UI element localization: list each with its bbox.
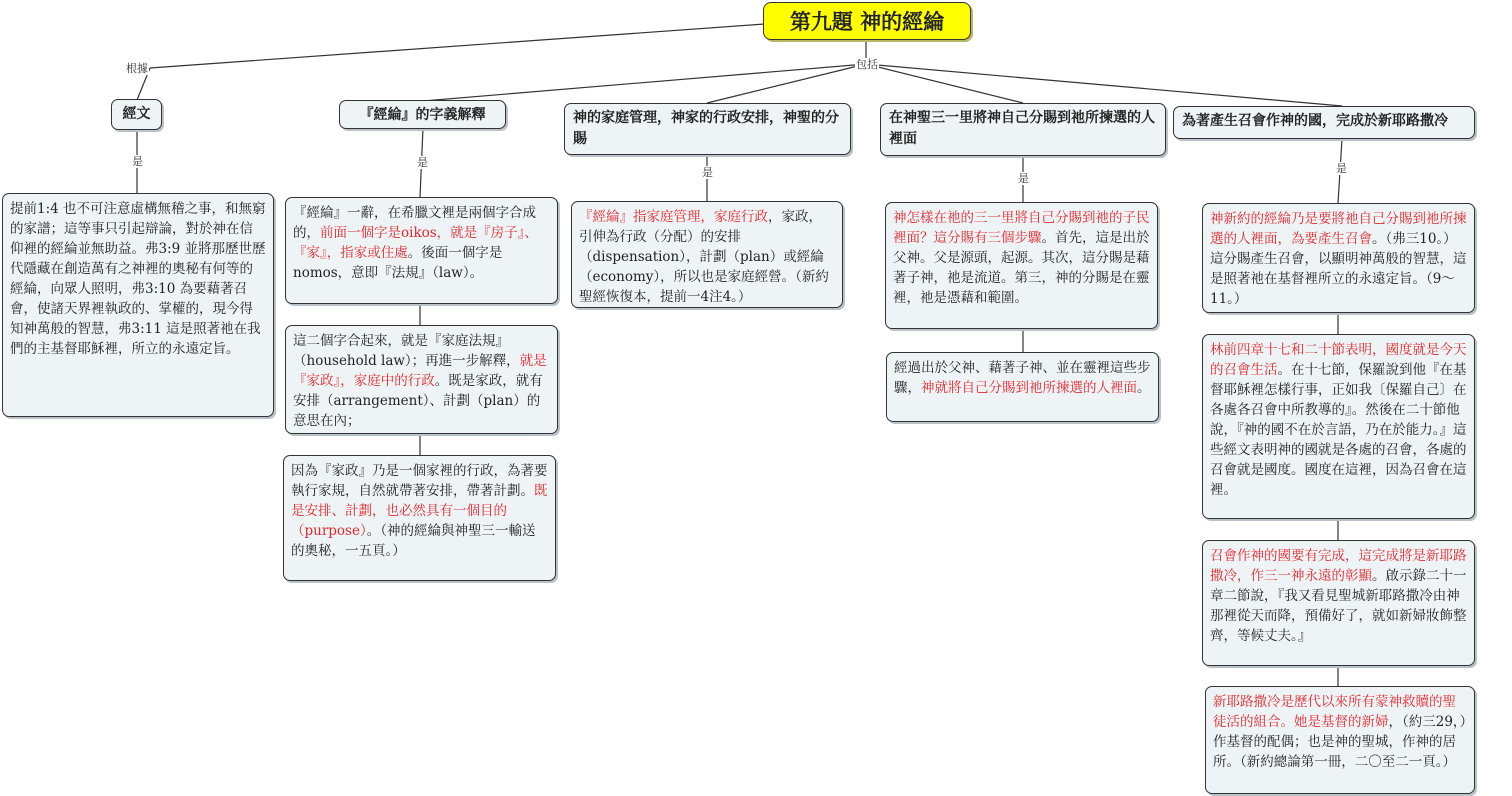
root-topic[interactable] [763, 2, 971, 40]
topic-household-title: 神的家庭管理，神家的行政安排，神聖的分賜 [573, 110, 839, 147]
note-kingdom-1-highlight: 神新約的經綸乃是要將祂自己分賜到祂所揀選的人裡面，為要產生召會 [1210, 211, 1467, 247]
topic-meaning[interactable] [339, 100, 506, 129]
note-meaning-2-a: 這二個字合起來，就是『家庭法規』（household law）；再進一步解釋， [293, 333, 520, 369]
note-meaning-1-a: 『經綸』一辭，在希臘文裡是兩個字合成的， [293, 205, 536, 241]
topic-kingdom[interactable] [1173, 106, 1475, 139]
note-dispensing-2-a: 經過出於父神、藉著子神、並在靈裡這些步驟， [894, 360, 1151, 396]
label-is-kingdom: 是 [1336, 162, 1347, 175]
note-household-highlight: 『經綸』指家庭管理，家庭行政 [579, 209, 768, 225]
label-is-scripture: 是 [132, 155, 143, 168]
topic-dispensing-title: 在神聖三一里將神自己分賜到祂所揀選的人裡面 [889, 110, 1155, 147]
note-kingdom-4-b: ，（約三29，）作基督的配偶；也是神的聖城，作神的居所。（新約總論第一冊，二〇至二一頁。） [1213, 714, 1467, 770]
note-kingdom-4-highlight: 新耶路撒冷是歷代以來所有蒙神救贖的聖徒活的組合。她是基督的新婦 [1213, 694, 1456, 730]
topic-meaning-title: 『經綸』的字義解釋 [359, 107, 486, 123]
note-dispensing-2-highlight: 神就將自己分賜到祂所揀選的人裡面 [921, 380, 1137, 396]
note-kingdom-4[interactable] [1205, 686, 1475, 794]
note-kingdom-2-highlight: 林前四章十七和二十節表明，國度就是今天的召會生活 [1210, 342, 1467, 378]
note-meaning-3[interactable] [283, 455, 556, 581]
note-meaning-1-highlight: 前面一個字是oikos，就是『房子』、『家』，指家或住處 [293, 225, 538, 261]
topic-dispensing[interactable] [880, 103, 1166, 156]
note-kingdom-1-b: 。（弗三10。）這分賜產生召會，以顯明神萬般的智慧，這是照著祂在基督裡所立的永遠定旨。（9～ 11。） [1210, 231, 1467, 307]
label-basis: 根據 [126, 62, 148, 75]
note-kingdom-3-highlight: 召會作神的國要有完成，這完成將是新耶路撒冷，作三一神永遠的彰顯 [1210, 548, 1467, 584]
note-meaning-3-a: 因為『家政』乃是一個家裡的行政，為著要執行家規，自然就帶著安排，帶著計劃。 [291, 463, 548, 499]
label-is-dispensing: 是 [1018, 172, 1029, 185]
note-meaning-3-c: 。（神的經綸與神聖三一輸送的奧秘，一五頁。） [291, 523, 536, 559]
label-includes: 包括 [856, 58, 878, 71]
note-dispensing-2-c: 。 [1137, 380, 1151, 396]
topic-household[interactable] [564, 103, 851, 155]
note-meaning-2[interactable] [285, 325, 558, 434]
note-kingdom-2[interactable] [1202, 334, 1475, 519]
note-kingdom-3-b: 。啟示錄二十一章二節說，『我又看見聖城新耶路撒冷由神那裡從天而降，預備好了，就如新婦妝飾整齊，等候丈夫。』 [1210, 568, 1467, 644]
note-household[interactable] [571, 201, 843, 308]
topic-kingdom-title: 為著產生召會作神的國，完成於新耶路撒冷 [1182, 113, 1448, 129]
note-scripture-text: 提前1:4 也不可注意虛構無稽之事，和無窮的家譜；這等事只引起辯論，對於神在信仰裡的經綸並無助益。弗3:9 並將那歷世歷代隱藏在創造萬有之神裡的奧秘有何等的經綸，向眾人照明，弗3:10 為要藉著召會，使諸天界裡執政的、掌權的，現今得知神萬般的智慧，弗3:11 這是照著祂在我們的主基督耶穌裡，所立的永遠定旨。 [10, 201, 266, 357]
note-scripture[interactable] [2, 193, 274, 417]
note-kingdom-1[interactable] [1202, 203, 1475, 313]
topic-scripture-title: 經文 [122, 106, 151, 122]
note-meaning-2-c: 。既是家政，就有安排（arrangement）、計劃（plan）的意思在內； [293, 373, 543, 429]
note-dispensing-1-highlight: 神怎樣在祂的三一里將自己分賜到祂的子民裡面？這分賜有三個步驟 [893, 210, 1150, 246]
label-is-household: 是 [702, 166, 713, 179]
note-kingdom-2-b: 。在十七節，保羅說到他『在基督耶穌裡怎樣行事，正如我〔保羅自己〕在各處各召會中所教導的』。然後在二十節他說，『神的國不在於言語，乃在於能力。』這些經文表明神的國就是各處的召會，各處的召會就是國度。國度在這裡，因為召會在這裡。 [1210, 362, 1467, 498]
note-meaning-1[interactable] [285, 197, 558, 304]
note-dispensing-1[interactable] [885, 202, 1158, 329]
label-is-meaning: 是 [417, 156, 428, 169]
note-kingdom-3[interactable] [1202, 540, 1475, 666]
topic-scripture[interactable] [111, 99, 162, 130]
note-meaning-3-highlight: 既是安排、計劃，也必然具有一個目的（purpose） [291, 483, 548, 539]
note-dispensing-2[interactable] [886, 352, 1159, 422]
note-meaning-1-c: 。後面一個字是nomos，意即『法規』（law）。 [293, 245, 503, 281]
note-meaning-2-highlight: 就是『家政』，家庭中的行政 [293, 353, 547, 389]
note-dispensing-1-b: 。首先，這是出於父神。父是源頭，起源。其次，這分賜是藉著子神，祂是流道。第三，神的分賜是在靈裡，祂是憑藉和範圍。 [893, 230, 1150, 306]
root-title: 第九題 神的經綸 [789, 9, 945, 34]
note-household-b: ，家政，引伸為行政（分配）的安排（dispensation），計劃（plan）或經綸（economy），所以也是家庭經營。（新約聖經恢復本，提前一4注4。） [579, 209, 829, 305]
